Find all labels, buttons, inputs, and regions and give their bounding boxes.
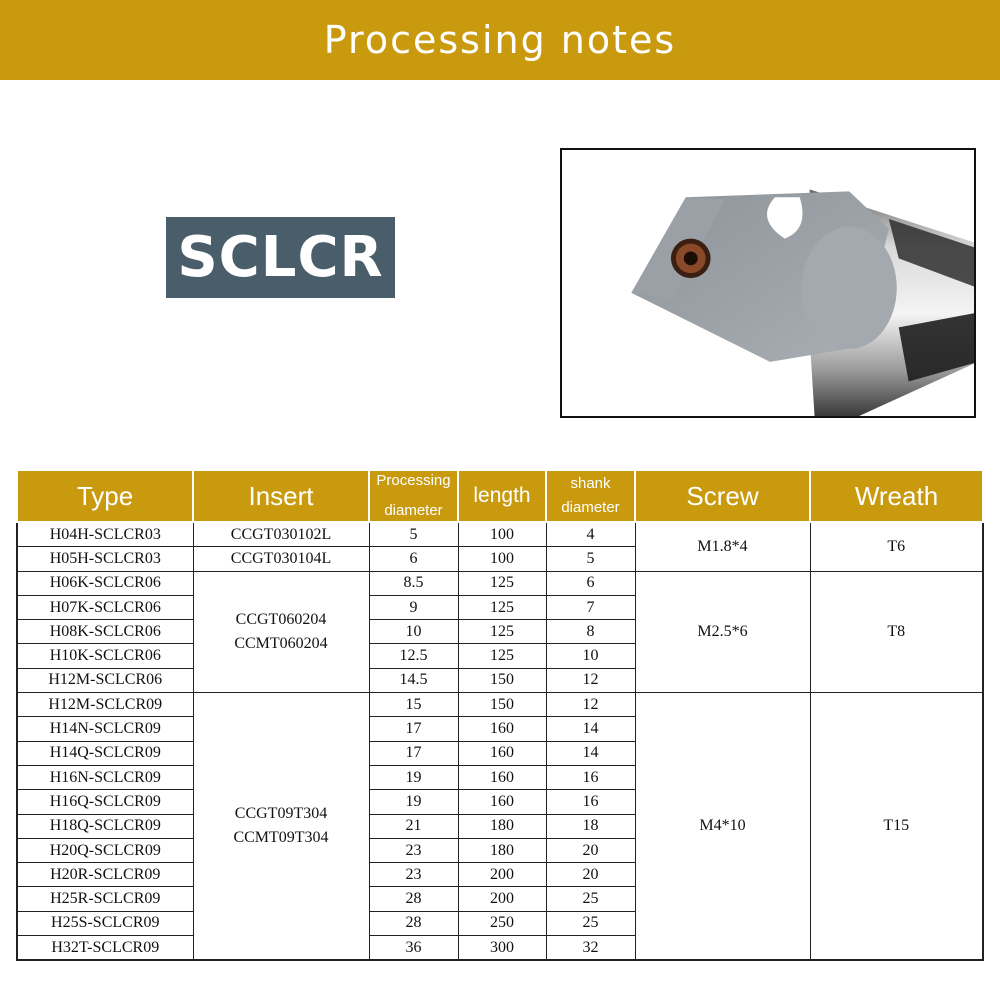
cell-shank: 12 <box>546 668 635 692</box>
cell-diameter: 28 <box>369 887 458 911</box>
cell-shank: 14 <box>546 741 635 765</box>
cell-type: H20Q-SCLCR09 <box>17 838 193 862</box>
header-length: length <box>458 470 546 522</box>
cell-shank: 20 <box>546 863 635 887</box>
model-badge: SCLCR <box>166 217 395 298</box>
cell-shank: 12 <box>546 693 635 717</box>
cell-type: H32T-SCLCR09 <box>17 936 193 961</box>
cell-diameter: 17 <box>369 741 458 765</box>
cell-diameter: 17 <box>369 717 458 741</box>
cell-diameter: 10 <box>369 620 458 644</box>
header-wreath: Wreath <box>810 470 983 522</box>
cell-length: 200 <box>458 863 546 887</box>
boring-bar-illustration <box>562 150 974 416</box>
cell-type: H25R-SCLCR09 <box>17 887 193 911</box>
cell-shank: 20 <box>546 838 635 862</box>
cell-type: H10K-SCLCR06 <box>17 644 193 668</box>
cell-length: 200 <box>458 887 546 911</box>
table-row <box>17 571 983 595</box>
header-screw: Screw <box>635 470 810 522</box>
cell-length: 125 <box>458 595 546 619</box>
cell-type: H20R-SCLCR09 <box>17 863 193 887</box>
cell-insert: CCGT030102L <box>193 522 369 547</box>
cell-shank: 5 <box>546 547 635 571</box>
cell-insert: CCGT030104L <box>193 547 369 571</box>
cell-length: 180 <box>458 838 546 862</box>
cell-screw: M2.5*6 <box>635 571 810 692</box>
cell-type: H05H-SCLCR03 <box>17 547 193 571</box>
cell-type: H04H-SCLCR03 <box>17 522 193 547</box>
table-row <box>17 693 983 717</box>
cell-diameter: 28 <box>369 911 458 935</box>
cell-shank: 7 <box>546 595 635 619</box>
cell-shank: 25 <box>546 911 635 935</box>
cell-shank: 25 <box>546 887 635 911</box>
cell-insert: CCGT060204 CCMT060204 <box>193 571 369 692</box>
cell-screw: M4*10 <box>635 693 810 961</box>
cell-wreath: T8 <box>810 571 983 692</box>
cell-shank: 4 <box>546 522 635 547</box>
cell-shank: 6 <box>546 571 635 595</box>
header-type: Type <box>17 470 193 522</box>
cell-type: H16N-SCLCR09 <box>17 765 193 789</box>
cell-length: 150 <box>458 693 546 717</box>
table-row <box>17 522 983 547</box>
header-shank-diameter: shank diameter <box>546 470 635 522</box>
cell-shank: 16 <box>546 765 635 789</box>
spec-table <box>16 469 984 961</box>
cell-length: 180 <box>458 814 546 838</box>
cell-diameter: 19 <box>369 765 458 789</box>
cell-shank: 18 <box>546 814 635 838</box>
cell-length: 125 <box>458 644 546 668</box>
cell-length: 125 <box>458 620 546 644</box>
cell-type: H14N-SCLCR09 <box>17 717 193 741</box>
cell-type: H08K-SCLCR06 <box>17 620 193 644</box>
cell-length: 125 <box>458 571 546 595</box>
cell-shank: 10 <box>546 644 635 668</box>
cell-wreath: T6 <box>810 522 983 571</box>
cell-type: H12M-SCLCR09 <box>17 693 193 717</box>
cell-diameter: 21 <box>369 814 458 838</box>
cell-diameter: 15 <box>369 693 458 717</box>
cell-length: 300 <box>458 936 546 961</box>
cell-diameter: 8.5 <box>369 571 458 595</box>
cell-length: 100 <box>458 547 546 571</box>
header-banner <box>0 0 1000 80</box>
cell-diameter: 14.5 <box>369 668 458 692</box>
cell-type: H25S-SCLCR09 <box>17 911 193 935</box>
cell-diameter: 9 <box>369 595 458 619</box>
cell-insert: CCGT09T304 CCMT09T304 <box>193 693 369 961</box>
cell-length: 160 <box>458 741 546 765</box>
cell-length: 250 <box>458 911 546 935</box>
cell-length: 160 <box>458 765 546 789</box>
cell-length: 150 <box>458 668 546 692</box>
cell-wreath: T15 <box>810 693 983 961</box>
cell-length: 160 <box>458 790 546 814</box>
product-photo <box>560 148 976 418</box>
header-processing-diameter: Processing diameter <box>369 470 458 522</box>
cell-diameter: 23 <box>369 838 458 862</box>
cell-screw: M1.8*4 <box>635 522 810 571</box>
cell-diameter: 23 <box>369 863 458 887</box>
table-header-row <box>17 470 983 522</box>
cell-shank: 32 <box>546 936 635 961</box>
cell-diameter: 19 <box>369 790 458 814</box>
cell-type: H16Q-SCLCR09 <box>17 790 193 814</box>
cell-type: H12M-SCLCR06 <box>17 668 193 692</box>
cell-shank: 8 <box>546 620 635 644</box>
cell-shank: 16 <box>546 790 635 814</box>
cell-type: H18Q-SCLCR09 <box>17 814 193 838</box>
header-insert: Insert <box>193 470 369 522</box>
page-title: Processing notes <box>323 18 677 62</box>
cell-type: H06K-SCLCR06 <box>17 571 193 595</box>
cell-length: 160 <box>458 717 546 741</box>
cell-diameter: 12.5 <box>369 644 458 668</box>
cell-shank: 14 <box>546 717 635 741</box>
cell-diameter: 5 <box>369 522 458 547</box>
cell-diameter: 6 <box>369 547 458 571</box>
cell-length: 100 <box>458 522 546 547</box>
cell-diameter: 36 <box>369 936 458 961</box>
cell-type: H07K-SCLCR06 <box>17 595 193 619</box>
cell-type: H14Q-SCLCR09 <box>17 741 193 765</box>
